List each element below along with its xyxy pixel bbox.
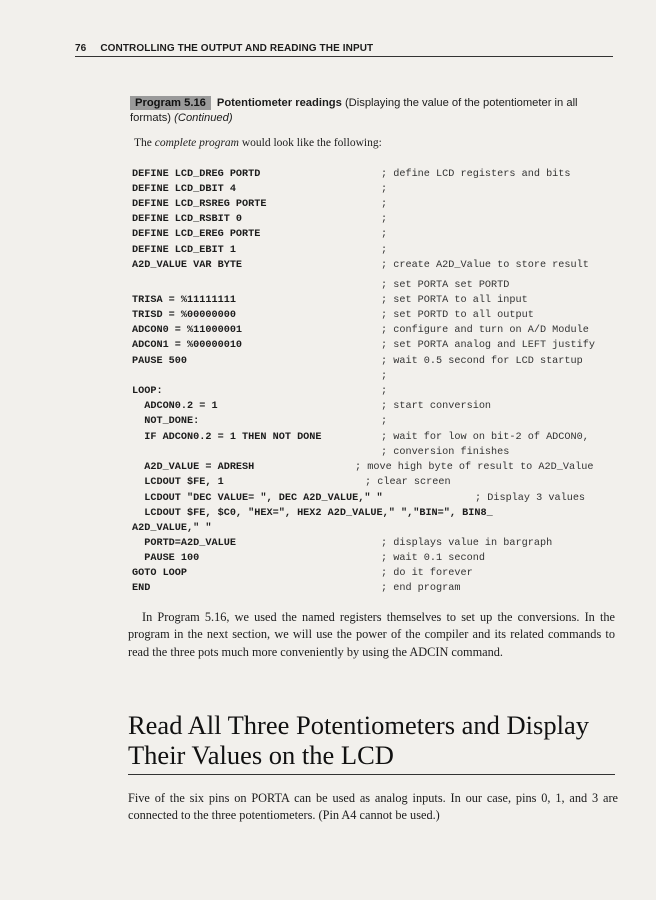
code-comment: ; set PORTA analog and LEFT justify	[381, 340, 595, 351]
code-comment: ; move high byte of result to A2D_Value	[355, 462, 594, 473]
code-comment: ;	[381, 229, 388, 240]
continued-note: (Continued)	[174, 112, 233, 124]
program-description: (Displaying the value of the potentiometer in all formats)	[130, 97, 578, 124]
code-comment: ;	[381, 245, 388, 256]
code-line: DEFINE LCD_RSBIT 0	[132, 214, 243, 225]
code-comment: ; wait 0.5 second for LCD startup	[381, 356, 583, 367]
code-comment: ;	[381, 386, 388, 397]
code-comment: ; wait 0.1 second	[381, 553, 485, 564]
intro-prefix: The	[134, 137, 152, 149]
section-rule	[128, 774, 615, 775]
code-comment: ; create A2D_Value to store result	[381, 260, 589, 271]
code-comment: ; set PORTA set PORTD	[381, 280, 510, 291]
code-line: PAUSE 100	[132, 553, 200, 564]
running-title: CONTROLLING THE OUTPUT AND READING THE INPUT	[100, 43, 374, 54]
code-comment: ;	[381, 214, 388, 225]
code-comment: ;	[381, 199, 388, 210]
code-comment: ; Display 3 values	[475, 493, 586, 504]
code-comment: ; start conversion	[381, 401, 492, 412]
code-comment: ; displays value in bargraph	[381, 538, 553, 549]
intro-italic: complete program	[154, 137, 239, 149]
code-comment: ;	[381, 184, 388, 195]
page-number: 76	[75, 43, 87, 54]
code-line: IF ADCON0.2 = 1 THEN NOT DONE	[132, 432, 322, 443]
code-comment: ; wait for low on bit-2 of ADCON0,	[381, 432, 589, 443]
code-comment: ; do it forever	[381, 568, 473, 579]
program-label: Program 5.16	[130, 96, 211, 110]
code-line: DEFINE LCD_EREG PORTE	[132, 229, 261, 240]
running-header	[75, 43, 613, 57]
section-heading: Read All Three Potentiometers and Display Their Values on the LCD	[128, 710, 589, 770]
code-line: LCDOUT "DEC VALUE= ", DEC A2D_VALUE," "	[132, 493, 383, 504]
program-caption	[130, 96, 614, 126]
code-line: DEFINE LCD_RSREG PORTE	[132, 199, 267, 210]
code-line: LCDOUT $FE, $C0, "HEX=", HEX2 A2D_VALUE," ","BIN=", BIN8_	[132, 508, 493, 519]
code-line: TRISD = %00000000	[132, 310, 236, 321]
code-line: GOTO LOOP	[132, 568, 188, 579]
code-comment: ; configure and turn on A/D Module	[381, 325, 589, 336]
code-line: PAUSE 500	[132, 356, 188, 367]
code-comment: ; conversion finishes	[381, 447, 510, 458]
code-line: ADCON0 = %11000001	[132, 325, 243, 336]
code-comment: ;	[381, 416, 388, 427]
code-line: PORTD=A2D_VALUE	[132, 538, 236, 549]
body-paragraph: In Program 5.16, we used the named registers themselves to set up the conversions. In the program in the next section, we will use the power of the compiler and its related commands to read the three pots much more conveniently by using the ADCIN command.	[128, 610, 615, 659]
code-line: NOT_DONE:	[132, 416, 200, 427]
intro-line	[134, 137, 382, 149]
program-title: Potentiometer readings	[216, 97, 342, 109]
code-line: DEFINE LCD_DBIT 4	[132, 184, 236, 195]
code-line: DEFINE LCD_EBIT 1	[132, 245, 236, 256]
code-line: LCDOUT $FE, 1	[132, 477, 224, 488]
code-comment: ;	[381, 371, 388, 382]
code-line: ADCON1 = %00000010	[132, 340, 243, 351]
code-line: TRISA = %11111111	[132, 295, 236, 306]
code-comment: ; end program	[381, 583, 461, 594]
code-comment: ; set PORTD to all output	[381, 310, 534, 321]
code-line: DEFINE LCD_DREG PORTD	[132, 169, 261, 180]
body-paragraph-2: Five of the six pins on PORTA can be used as analog inputs. In our case, pins 0, 1, and 3 are connected to the three potentiometers. (Pin A4 cannot be used.)	[128, 791, 618, 823]
code-comment: ; define LCD registers and bits	[381, 169, 571, 180]
code-comment: ; clear screen	[365, 477, 451, 488]
code-line: ADCON0.2 = 1	[132, 401, 218, 412]
code-line: LOOP:	[132, 386, 163, 397]
code-comment: ; set PORTA to all input	[381, 295, 528, 306]
code-line: A2D_VALUE," "	[132, 523, 212, 534]
code-line: A2D_VALUE VAR BYTE	[132, 260, 243, 271]
code-line: END	[132, 583, 151, 594]
intro-suffix: would look like the following:	[241, 137, 382, 149]
code-line: A2D_VALUE = ADRESH	[132, 462, 255, 473]
